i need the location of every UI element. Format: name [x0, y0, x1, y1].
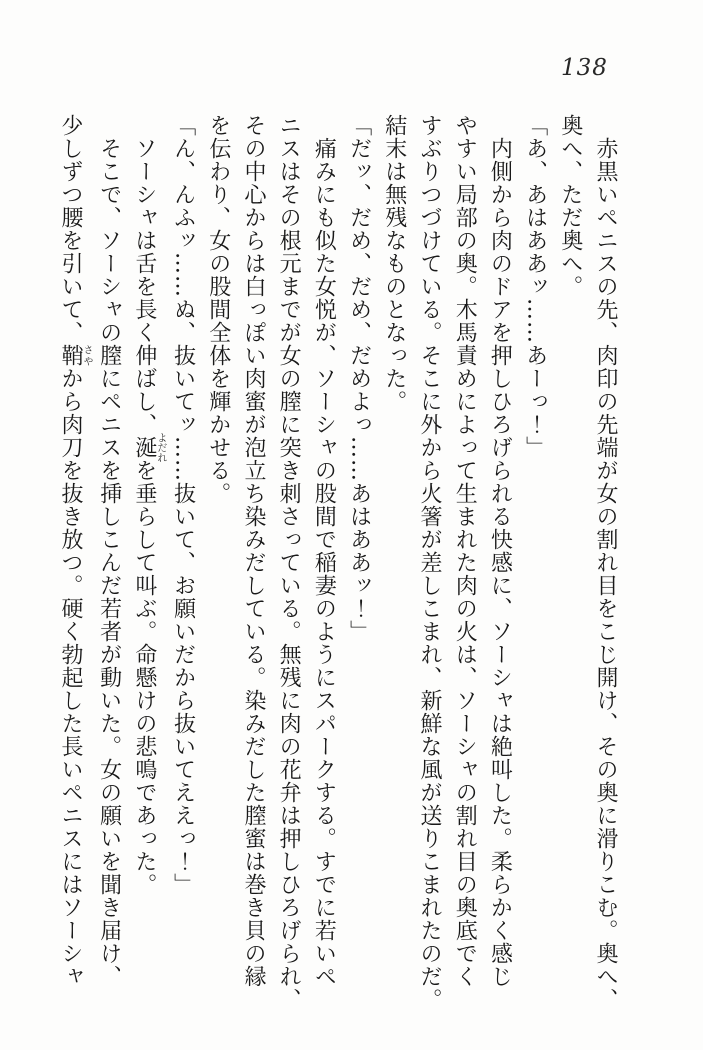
text-line	[482, 114, 517, 1014]
furigana: さや	[80, 344, 92, 367]
text-run: 赤黒いペニスの先、肉印の先端が女の割れ目をこじ開け、その奥に滑りこむ。奥へ、	[593, 137, 618, 1011]
text-run: すぶりつづけている。そこに外から火箸が差しこまれ、新鮮な風が送りこまれたのだ。	[416, 114, 442, 1011]
text-line	[412, 114, 447, 1014]
text-run: 内側から肉のドアを押しひろげられる快感に、ソーシャは絶叫した。柔らかく感じ	[487, 137, 513, 988]
text-run: そこで、ソーシャの膣にペニスを挿しこんだ若者が動いた。女の願いを聞き届け、	[96, 137, 122, 988]
text-line	[236, 114, 271, 1014]
text-line	[447, 114, 482, 1014]
text-run: 「ん、んふッ……ぬ、抜いてッ……抜いて、お願いだから抜いてええっ！」	[170, 114, 196, 896]
text-run: 痛みにも似た女悦が、ソーシャの股間で稲妻のようにスパークする。すでに若いペ	[311, 137, 337, 988]
text-line	[517, 114, 552, 1014]
text-line	[271, 114, 306, 1014]
text-line	[127, 114, 166, 1014]
text-run: を垂らして叫ぶ。命懸けの悲鳴であった。	[131, 459, 157, 896]
text-run: その中心からは白っぽい肉蜜が泡立ち染みだしている。染みだした膣蜜は巻き貝の縁	[240, 114, 266, 988]
text-run: 奥へ、ただ奥へ。	[557, 114, 583, 298]
ruby-annotated-word: 鞘さや	[57, 344, 92, 367]
text-line	[553, 114, 588, 1014]
text-line	[588, 114, 623, 1014]
text-line	[53, 114, 92, 1014]
text-line	[306, 114, 341, 1014]
text-run: を伝わり、女の股間全体を輝かせる。	[205, 114, 231, 505]
ruby-annotated-word: 涎よだれ	[131, 432, 166, 463]
text-run: 「あ、あはああッ……あーっ！」	[522, 114, 548, 459]
vertical-text-area	[59, 114, 623, 1014]
text-run: 結末は無残なものとなった。	[381, 114, 407, 413]
text-run: ソーシャは舌を長く伸ばし、	[131, 137, 157, 436]
text-run: 「だッ、だめ、だめ、だめよっ……あはああッ！」	[346, 114, 372, 643]
text-line	[377, 114, 412, 1014]
text-line	[201, 114, 236, 1014]
text-run: 少しずつ腰を引いて、	[57, 114, 83, 344]
furigana: よだれ	[154, 432, 166, 463]
text-run: ニスはその根元までが女の膣に突き刺さっている。無残に肉の花弁は押しひろげられ、	[276, 114, 302, 1011]
text-line	[91, 114, 126, 1014]
text-line	[165, 114, 200, 1014]
text-line	[341, 114, 376, 1014]
text-run: やすい局部の奥。木馬責めによって生まれた肉の火は、ソーシャの割れ目の奥底でく	[452, 114, 478, 988]
text-run: から肉刀を抜き放つ。硬く勃起した長いペニスにはソーシャ	[57, 367, 83, 988]
page-number: 138	[561, 55, 608, 81]
